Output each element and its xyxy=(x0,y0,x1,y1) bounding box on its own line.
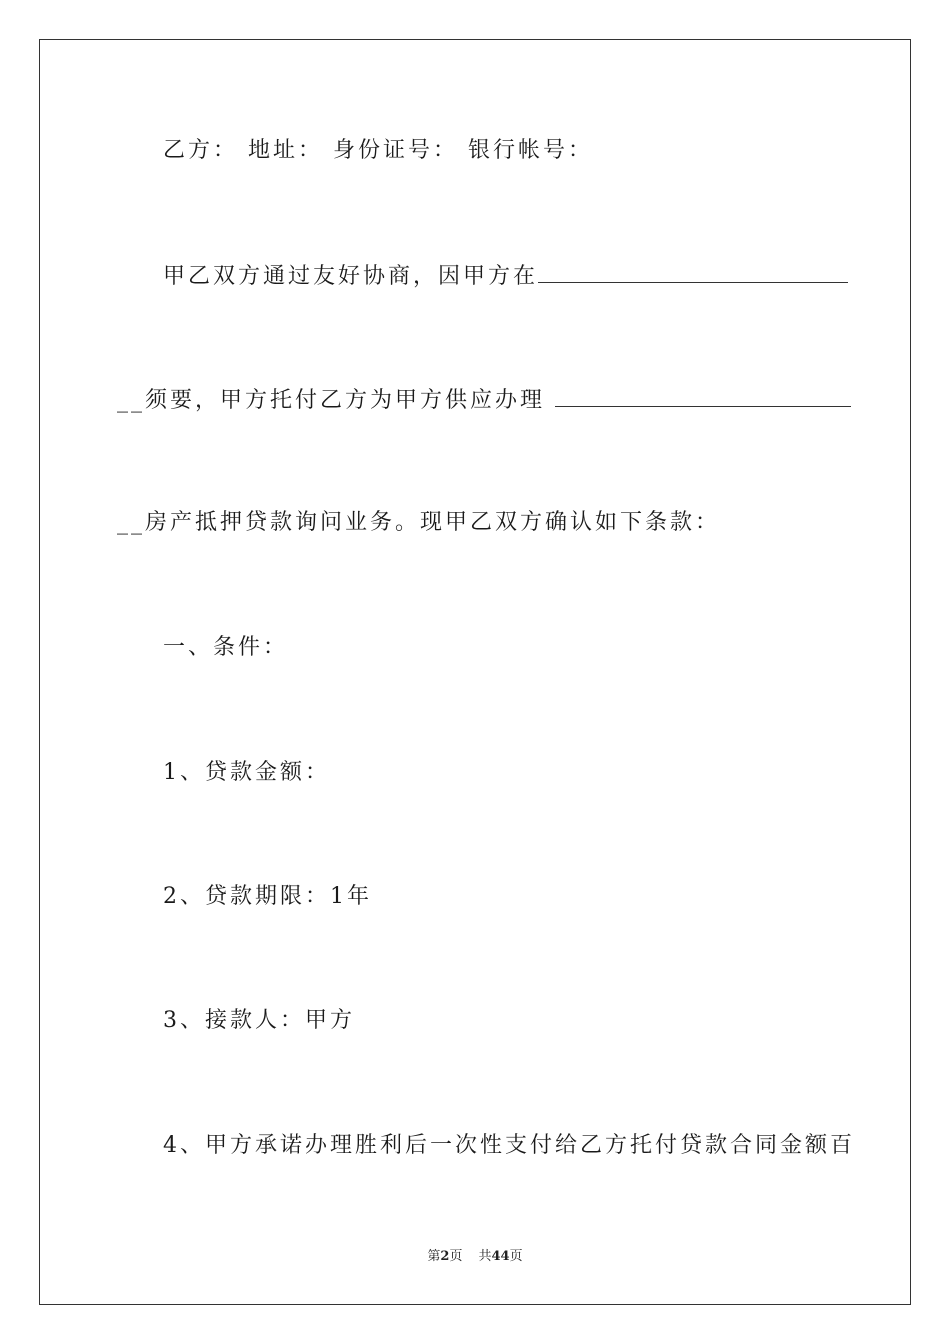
footer-total-prefix: 共 xyxy=(478,1249,492,1264)
item-1-loan-amount: 1、贷款金额： xyxy=(163,760,330,785)
blank-field-1[interactable] xyxy=(538,260,848,283)
footer-total-suffix: 页 xyxy=(509,1249,523,1264)
party-b-line: 乙方： 地址： 身份证号： 银行帐号： xyxy=(163,138,593,163)
footer-page-prefix: 第 xyxy=(427,1249,441,1264)
item-4-commitment: 4、甲方承诺办理胜利后一次性支付给乙方托付贷款合同金额百 xyxy=(163,1133,855,1158)
item-2-loan-term: 2、贷款期限：1年 xyxy=(163,884,372,909)
section-1-heading: 一、条件： xyxy=(163,635,289,660)
footer-page-suffix: 页 xyxy=(449,1249,463,1264)
intro-line-1-text: 甲乙双方通过友好协商，因甲方在 xyxy=(163,264,539,289)
intro-line-3: __房产抵押贷款询问业务。现甲乙双方确认如下条款： xyxy=(117,510,721,535)
intro-line-2-text: __须要，甲方托付乙方为甲方供应办理 xyxy=(117,388,546,413)
footer-total-pages: 44 xyxy=(491,1249,510,1264)
page-frame xyxy=(39,39,911,1305)
intro-line-1 xyxy=(163,260,848,292)
item-3-recipient: 3、接款人：甲方 xyxy=(163,1008,355,1033)
blank-field-2[interactable] xyxy=(555,384,851,407)
page-footer xyxy=(0,1248,950,1266)
intro-line-2 xyxy=(117,384,851,416)
footer-page-number: 2 xyxy=(440,1249,450,1264)
